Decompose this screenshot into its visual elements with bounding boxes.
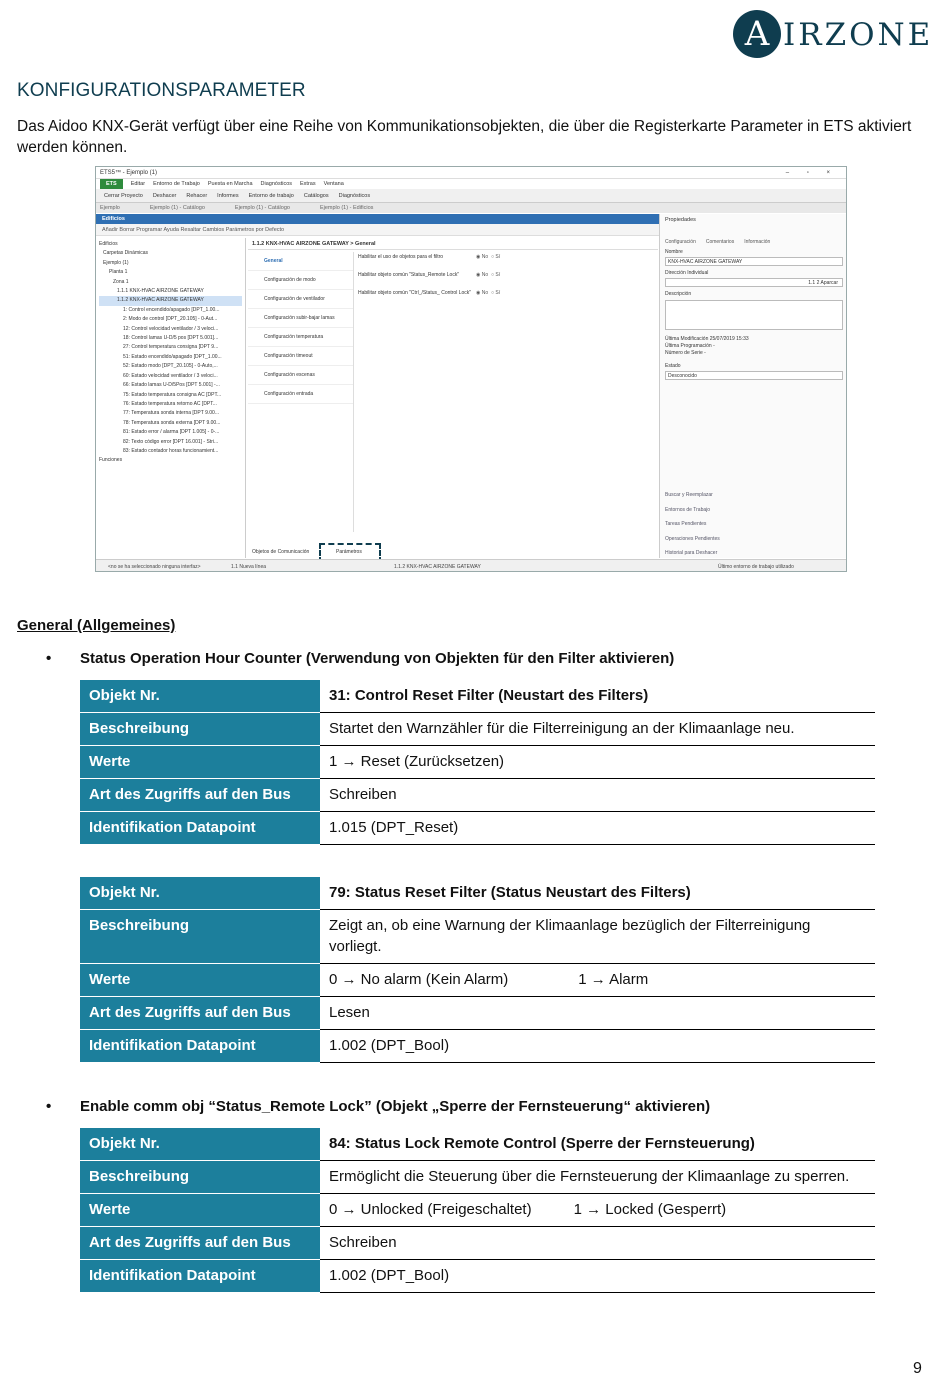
- ets-buildings-panel: [96, 214, 659, 558]
- name-field: KNX-HVAC AIRZONE GATEWAY: [665, 257, 843, 266]
- param-nav-item: Configuración entrada: [248, 385, 353, 404]
- tree-item: 82: Texto código error [DPT 16.001] - Stri...: [123, 438, 219, 445]
- param-nav-item: Configuración escenas: [248, 366, 353, 385]
- page-heading: KONFIGURATIONSPARAMETER: [17, 80, 306, 101]
- side-links: [665, 488, 720, 561]
- tree-item: 2: Modo de control [DPT_20.105] - 0-Aut...: [123, 316, 218, 323]
- param-label: Habilitar objeto común "Ctrl_/Status_ Control Lock": [358, 290, 472, 296]
- value-bus-access: Lesen: [320, 997, 875, 1030]
- tree-item: 83: Estado contador horas funcionamient...: [123, 447, 219, 454]
- logo-mark: A: [733, 10, 781, 58]
- panel-toolbar: Añadir Borrar Programar Ayuda Resaltar Cambios Parámetros por Defecto: [96, 224, 659, 236]
- bullet-text: Enable comm obj “Status_Remote Lock” (Objekt „Sperre der Fernsteuerung“ aktivieren): [80, 1098, 711, 1115]
- param-nav-item: Configuración timeout: [248, 347, 353, 366]
- toolbar-item: Entorno de trabajo: [248, 193, 294, 199]
- tree-item: 51: Estado encendido/apagado [DPT_1.00...: [123, 353, 222, 360]
- value-description: Zeigt an, ob eine Warnung der Klimaanlage bezüglich der Filterreinigung vorliegt.: [320, 910, 875, 964]
- airzone-logo: [733, 10, 934, 60]
- value-description: Startet den Warnzähler für die Filterreinigung an der Klimaanlage neu.: [320, 713, 875, 746]
- page-number: 9: [913, 1360, 922, 1377]
- bullet-dot: •: [46, 1098, 52, 1115]
- param-label: Habilitar el uso de objetos para el filtro: [358, 254, 444, 260]
- logo-wordmark: IRZONE: [783, 17, 934, 53]
- status-line: 1.1 Nueva línea: [231, 564, 267, 570]
- side-link: Tareas Pendientes: [665, 521, 707, 528]
- tree-item: 18: Control lamas U-D/5 pos [DPT 5.001]...: [123, 335, 219, 342]
- value-object-nr: 79: Status Reset Filter (Status Neustart des Filters): [320, 877, 875, 910]
- status-workspace: Último entorno de trabajo utilizado: [718, 564, 794, 570]
- description-label: Descripción: [665, 291, 692, 297]
- ets-menu-tab: ETS: [100, 179, 123, 189]
- building-tree: [96, 238, 246, 558]
- bullet-text: Status Operation Hour Counter (Verwendung von Objekten für den Filter aktivieren): [80, 650, 675, 667]
- value-bus-access: Schreiben: [320, 1227, 875, 1260]
- ets-menubar: [96, 179, 846, 189]
- doc-tab: Ejemplo (1) - Edificios: [319, 205, 374, 211]
- tree-item: Edificios: [99, 241, 118, 247]
- key-object-nr: Objekt Nr.: [80, 877, 320, 910]
- tree-item: Carpetas Dinámicas: [103, 250, 149, 257]
- tree-item: 52: Estado modo [DPT_20.105] - 0-Auto,...: [123, 363, 218, 370]
- value-option: 1 → Alarm: [578, 971, 649, 988]
- state-label: Estado: [665, 363, 681, 369]
- name-label: Nombre: [665, 249, 683, 255]
- tree-item: 78: Temperatura sonda externa [DPT 9.00...: [123, 419, 221, 426]
- status-device: 1.1.2 KNX-HVAC AIRZONE GATEWAY: [394, 564, 481, 570]
- doc-tab: Ejemplo (1) - Catálogo: [149, 205, 205, 211]
- param-row: [358, 290, 658, 308]
- properties-panel: [659, 214, 847, 558]
- section-title: General (Allgemeines): [17, 617, 176, 634]
- object-table-84: [80, 1128, 875, 1293]
- param-row: [358, 254, 658, 272]
- value-datapoint: 1.015 (DPT_Reset): [320, 812, 875, 845]
- tree-item: 77: Temperatura sonda interna [DPT 9.00...: [123, 410, 219, 417]
- tree-item: Zona 1: [113, 278, 129, 285]
- tree-item: 1.1.1 KNX-HVAC AIRZONE GATEWAY: [117, 288, 204, 295]
- key-datapoint: Identifikation Datapoint: [80, 812, 320, 845]
- ets-toolbar: [96, 189, 846, 203]
- value-datapoint: 1.002 (DPT_Bool): [320, 1030, 875, 1063]
- value-object-nr: 31: Control Reset Filter (Neustart des Filters): [320, 680, 875, 713]
- last-modified: Última Modificación 25/07/2019 15:33: [665, 336, 749, 342]
- properties-title: Propiedades: [665, 217, 696, 223]
- toolbar-item: Cerrar Proyecto: [104, 193, 143, 199]
- ets-screenshot: [95, 166, 847, 572]
- key-datapoint: Identifikation Datapoint: [80, 1260, 320, 1293]
- tree-item: 75: Estado temperatura consigna AC [DPT...: [123, 391, 222, 398]
- key-bus-access: Art des Zugriffs auf den Bus: [80, 997, 320, 1030]
- params-breadcrumb: 1.1.2 KNX-HVAC AIRZONE GATEWAY > General: [248, 238, 658, 250]
- toolbar-item: Diagnósticos: [338, 193, 371, 199]
- tree-item: 66: Estado lamas U-D/5Pos [DPT 5.001] -...: [123, 382, 220, 389]
- tree-item: 1: Control encendido/apagado [DPT_1.00...: [123, 306, 220, 313]
- address-field: 1.1 2 Aparcar: [665, 278, 843, 287]
- param-nav-item: Configuración de ventilador: [248, 290, 353, 309]
- description-field: [665, 300, 843, 330]
- key-bus-access: Art des Zugriffs auf den Bus: [80, 779, 320, 812]
- ets-window-title: ETS5™ - Ejemplo (1): [100, 170, 158, 176]
- param-nav: [248, 252, 354, 532]
- toolbar-item: Deshacer: [152, 193, 177, 199]
- object-table-79: [80, 877, 875, 1063]
- value-option: 0 → No alarm (Kein Alarm): [329, 971, 509, 988]
- value-object-nr: 84: Status Lock Remote Control (Sperre der Fernsteuerung): [320, 1128, 875, 1161]
- menu-item: Ventana: [323, 181, 344, 187]
- side-link: Operaciones Pendientes: [665, 535, 720, 542]
- tree-item: 81: Estado error / alarma [DPT 1.005] - 0-...: [123, 429, 220, 436]
- toolbar-item: Informes: [217, 193, 239, 199]
- key-values: Werte: [80, 1194, 320, 1227]
- side-link: Buscar y Reemplazar: [665, 492, 713, 498]
- last-programmed: Última Programación -: [665, 343, 715, 349]
- doc-tab: Ejemplo (1) - Catálogo: [234, 205, 290, 211]
- intro-paragraph: Das Aidoo KNX-Gerät verfügt über eine Reihe von Kommunikationsobjekten, die über die Registerkarte Parameter in ETS aktiviert werden können.: [17, 118, 912, 156]
- key-datapoint: Identifikation Datapoint: [80, 1030, 320, 1063]
- value-values: [320, 964, 875, 997]
- param-nav-item: General: [248, 252, 353, 271]
- key-description: Beschreibung: [80, 713, 320, 746]
- ets-titlebar: [96, 167, 846, 179]
- param-row: [358, 272, 658, 290]
- key-values: Werte: [80, 746, 320, 779]
- menu-item: Extras: [300, 181, 316, 187]
- tree-item: Planta 1: [109, 269, 128, 276]
- doc-tab: Ejemplo: [100, 205, 120, 211]
- tree-item: 60: Estado velocidad ventilador / 3 veloci...: [123, 372, 218, 379]
- toolbar-item: Catálogos: [303, 193, 329, 199]
- side-link: Historial para Deshacer: [665, 550, 718, 557]
- menu-item: Puesta en Marcha: [207, 181, 253, 187]
- value-values: 1 → Reset (Zurücksetzen): [320, 746, 875, 779]
- object-table-31: [80, 680, 875, 845]
- bullet-dot: •: [46, 650, 52, 667]
- tree-item: 76: Estado temperatura retorno AC [DPT...: [123, 400, 217, 407]
- param-nav-item: Configuración temperatura: [248, 328, 353, 347]
- bottom-tabs: [248, 546, 658, 558]
- menu-item: Entorno de Trabajo: [153, 181, 200, 187]
- value-description: Ermöglicht die Steuerung über die Fernsteuerung der Klimaanlage zu sperren.: [320, 1161, 875, 1194]
- tree-item-selected: 1.1.2 KNX-HVAC AIRZONE GATEWAY: [99, 296, 242, 305]
- tree-item: Ejemplo (1): [103, 259, 129, 266]
- param-nav-item: Configuración de modo: [248, 271, 353, 290]
- key-bus-access: Art des Zugriffs auf den Bus: [80, 1227, 320, 1260]
- param-option-no: ◉ No ○ Sí: [476, 254, 501, 260]
- param-option-no: ◉ No ○ Sí: [476, 290, 501, 296]
- address-label: Dirección Individual: [665, 270, 709, 276]
- state-field: Desconocido: [665, 371, 843, 380]
- param-rows: [358, 254, 658, 308]
- key-values: Werte: [80, 964, 320, 997]
- menu-item: Editar: [130, 181, 146, 187]
- value-option: 1 → Locked (Gesperrt): [573, 1201, 727, 1218]
- tab-parameters: Parámetros: [336, 549, 362, 555]
- status-interface: <no se ha seleccionado ninguna interfaz>: [108, 564, 201, 570]
- key-object-nr: Objekt Nr.: [80, 1128, 320, 1161]
- key-object-nr: Objekt Nr.: [80, 680, 320, 713]
- serial-number: Número de Serie -: [665, 350, 706, 356]
- value-values: [320, 1194, 875, 1227]
- value-datapoint: 1.002 (DPT_Bool): [320, 1260, 875, 1293]
- value-bus-access: Schreiben: [320, 779, 875, 812]
- side-link: Entornos de Trabajo: [665, 506, 711, 513]
- toolbar-item: Rehacer: [186, 193, 208, 199]
- value-option: 0 → Unlocked (Freigeschaltet): [329, 1201, 532, 1218]
- prop-tab: Información: [744, 239, 771, 245]
- panel-title: Edificios: [96, 214, 659, 224]
- prop-tab: Comentarios: [705, 239, 735, 245]
- menu-item: Diagnósticos: [260, 181, 293, 187]
- tree-item: 12: Control velocidad ventilador / 3 veloci...: [123, 325, 219, 332]
- param-nav-item: Configuración subir-bajar lamas: [248, 309, 353, 328]
- tab-communication-objects: Objetos de Comunicación: [252, 549, 310, 555]
- key-description: Beschreibung: [80, 1161, 320, 1194]
- ets-document-tabs: [96, 203, 846, 213]
- properties-tabs: [665, 227, 843, 249]
- tree-item: 27: Control temperatura consigna [DPT 9...: [123, 344, 219, 351]
- window-controls: – ▫ ×: [785, 170, 838, 176]
- param-option-no: ◉ No ○ Sí: [476, 272, 501, 278]
- tree-item: Funciones: [99, 457, 123, 464]
- key-description: Beschreibung: [80, 910, 320, 964]
- param-label: Habilitar objeto común "Status_Remote Lock": [358, 272, 460, 278]
- prop-tab: Configuración: [665, 239, 696, 245]
- ets-statusbar: [96, 559, 847, 572]
